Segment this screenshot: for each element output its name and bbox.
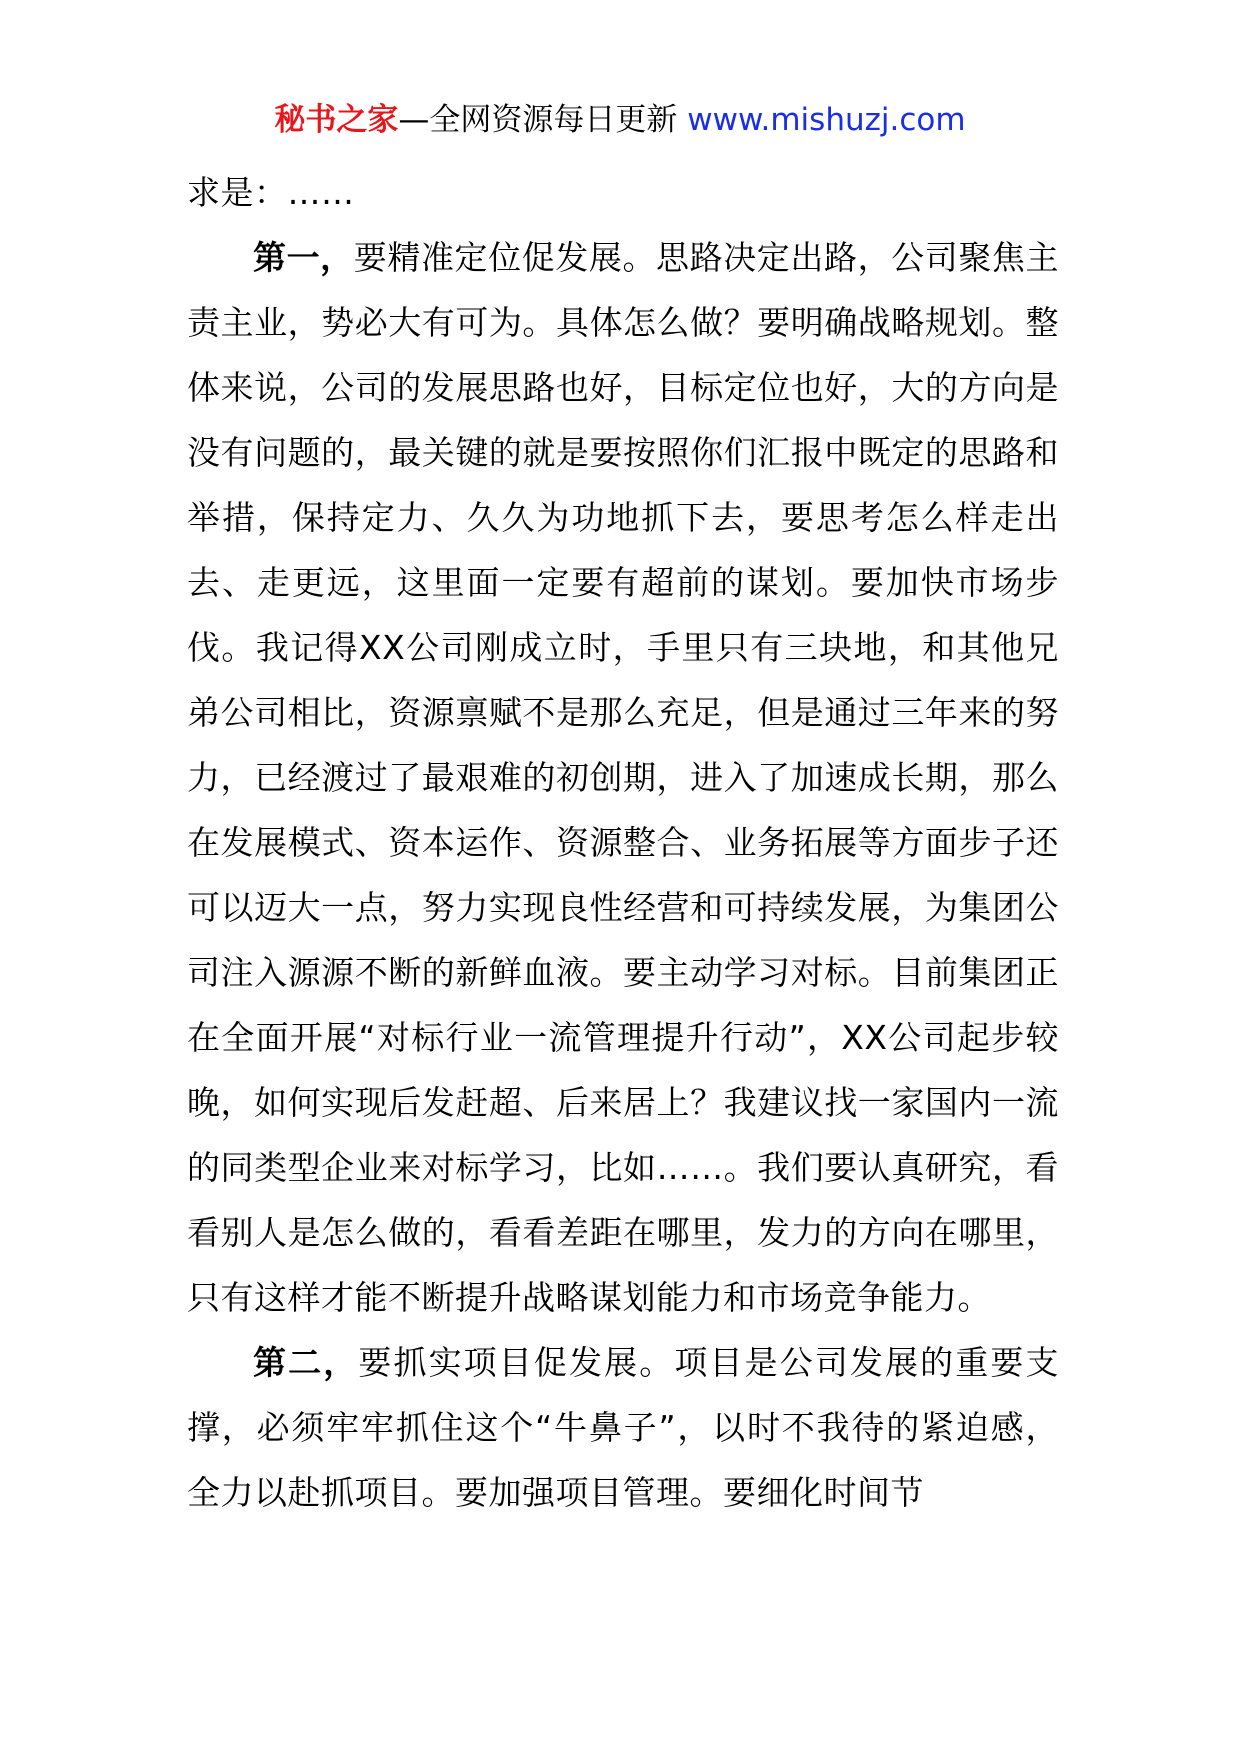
header-url-link[interactable]: www.mishuzj.com: [687, 102, 966, 138]
paragraph-second-point: [187, 1330, 1059, 1525]
paragraph-text: 要抓实项目促发展。项目是公司发展的重要支撑，必须牢牢抓住这个“牛鼻子”，以时不我待的紧迫感，全力以赴抓项目。要加强项目管理。要细化时间节: [187, 1343, 1060, 1512]
paragraph-lead: 第二，: [253, 1343, 359, 1382]
page-header: [0, 98, 1240, 142]
document-body: [187, 160, 1059, 1525]
paragraph-first-point: [187, 225, 1059, 1330]
header-brand: 秘书之家: [274, 102, 399, 138]
header-slogan: —全网资源每日更新: [398, 102, 688, 138]
paragraph-lead: 第一，: [253, 238, 354, 277]
paragraph-text: 求是：……: [187, 173, 355, 212]
paragraph-text: 要精准定位促发展。思路决定出路，公司聚焦主责主业，势必大有可为。具体怎么做？要明确战略规划。整体来说，公司的发展思路也好，目标定位也好，大的方向是没有问题的，最关键的就是要按照你们汇报中既定的思路和举措，保持定力、久久为功地抓下去，要思考怎么样走出去、走更远，这里面一定要有超前的谋划。要加快市场步伐。我记得XX公司刚成立时，手里只有三块地，和其他兄弟公司相比，资源禀赋不是那么充足，但是通过三年来的努力，已经渡过了最艰难的初创期，进入了加速成长期，那么在发展模式、资本运作、资源整合、业务拓展等方面步子还可以迈大一点，努力实现良性经营和可持续发展，为集团公司注入源源不断的新鲜血液。要主动学习对标。目前集团正在全面开展“对标行业一流管理提升行动”，XX公司起步较晚，如何实现后发赶超、后来居上？我建议找一家国内一流的同类型企业来对标学习，比如……。我们要认真研究，看看别人是怎么做的，看看差距在哪里，发力的方向在哪里，只有这样才能不断提升战略谋划能力和市场竞争能力。: [187, 238, 1060, 1317]
paragraph-continuation: [187, 160, 1059, 225]
